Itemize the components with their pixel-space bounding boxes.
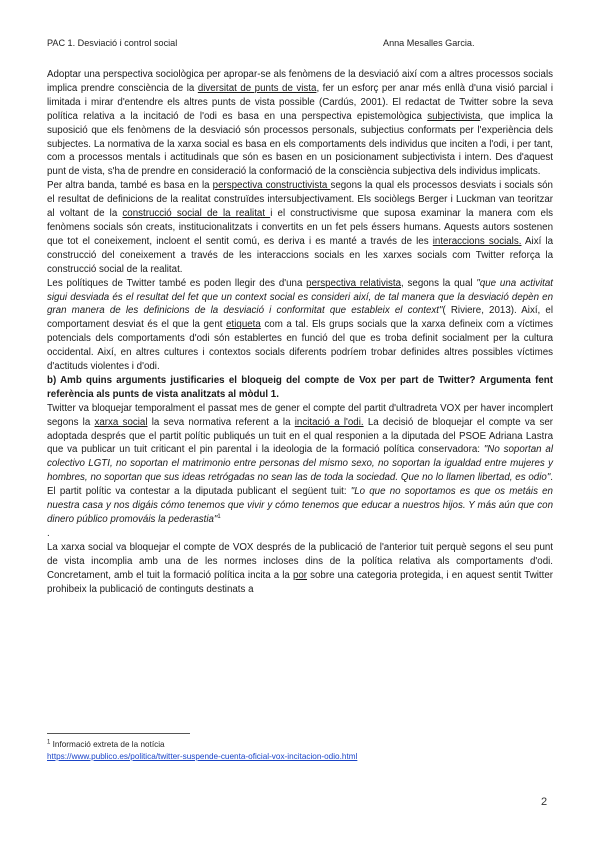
text-run: .	[47, 527, 50, 539]
question-b: b) Amb quins arguments justificaries el bloqueig del compte de Vox per part de Twitter? Argumenta fent referència als punts de vista analitzats al mòdul 1.	[47, 374, 553, 400]
text-run: com a tal. Els grups socials que la xarxa defineix com a víctimes potencials dels comportaments d'odi són establertes en funció del que es troba definit socialment per la cultura occidental. Així, en altres cultures i contextos socials diferents podríem trobar definides altres possibles víctimes d'actituds violentes i d'odi.	[47, 319, 553, 373]
text-run: Twitter va bloquejar temporalment el passat mes de gener el compte del partit d'ultradreta VOX per haver incomplert segons la	[47, 402, 553, 428]
italic-quote: "Lo que no soportamos es que os metáis en nuestra casa y nos digáis cómo tenemos que vivir y cómo tenemos que educar a nuestros hijos. Y más aún que con dinero público promováis la pederastia"	[47, 486, 553, 525]
text-run: , fer un esforç per anar més enllà d'una visió parcial i limitada i mirar d'entendre els altres punts de vista possible (Cardús, 2001). El redactat de Twitter sobre la seva política relativa a la incitació de l'odi es basa en una perspectiva epistemològica	[47, 82, 553, 122]
text-run: Així la construcció del coneixement a través de les interaccions socials en les xarxes socials com Twitter reforça la construcció social de la realitat.	[47, 235, 554, 275]
underlined-term: perspectiva constructivista	[212, 180, 331, 192]
footnote-marker: 1	[47, 739, 51, 746]
paragraph-twitter-policy	[47, 541, 553, 597]
header-course-title: PAC 1. Desviació i control social	[47, 38, 178, 48]
footnote-label-line	[47, 739, 553, 751]
page-header	[47, 38, 553, 52]
text-run: , segons la qual	[401, 277, 477, 289]
text-run: la seva normativa referent a la	[147, 416, 295, 428]
underlined-term: interaccions socials.	[432, 235, 522, 247]
text-run: La decisió de bloquejar el compte va ser adoptada després que el partit polític publiqués un tuit en el qual responien a la diputada del PSOE Adriana Lastra que va publicar un tuit criticant el pin parental i la ideologia de la formació política conservadora:	[47, 416, 553, 456]
footnote-reference[interactable]: 1	[217, 513, 221, 520]
text-run: Les polítiques de Twitter també es poden llegir des d'una	[47, 277, 307, 289]
underlined-term: etiqueta	[226, 319, 261, 331]
footnote	[47, 739, 553, 763]
footnote-label: Informació extreta de la notícia	[50, 740, 165, 749]
underlined-term: por	[292, 569, 308, 581]
paragraph-vox-block	[47, 402, 553, 541]
underlined-term: subjectivista	[427, 110, 481, 122]
text-run: . El partit polític va contestar a la diputada publicant el següent tuit:	[47, 472, 553, 498]
text-run: Adoptar una perspectiva sociològica per apropar-se als fenòmens de la desviació així com a altres processos socials implica prendre consciència de la	[47, 69, 553, 94]
italic-quote: "que una activitat sigui desviada és el resultat del fet que un context social es consideri així, de tal manera que la desviació depèn en gran manera de les definicions de la desviació i conformitat que estableix el context"	[47, 277, 554, 317]
text-run: , que implica la suposició que els fenòmens de la desviació són processos personals, subjectius conformats per l'experiència dels subjectes. La normativa de la xarxa social es basa en els comportaments dels individus que inciten a l'odi, i per tant, com a processos mentals i actitudinals que són es basen en un posicionament subjectivista i intern. Des d'aquest punt de vista, s'ha de prendre en consideració la conformació de la consciència subjectiva dels individus implicats.	[47, 110, 553, 178]
body-text	[47, 68, 553, 596]
underlined-term: diversitat de punts de vista	[197, 82, 317, 94]
text-run: segons la qual els processos desviats i socials són el resultat de definicions de la realitat construïdes intersubjectivament. Els sociòlegs Berger i Luckman van teoritzar al voltant de la	[47, 180, 553, 220]
text-run: sobre una categoria protegida, i en aquest sentit Twitter prohibeix la publicació de continguts destinats a	[47, 569, 553, 595]
text-run: La xarxa social va bloquejar el compte de VOX després de la publicació de l'anterior tuit perquè segons el seu punt de vista incomplia amb una de les normes incloses dins de la política relativa als comportaments d'odi. Concretament, amb el tuit la formació política incita a la	[47, 541, 553, 581]
footnote-divider	[47, 733, 190, 734]
underlined-term: construcció social de la realitat	[122, 208, 271, 220]
text-run: ( Riviere, 2013). Així, el comportament desviat és el que la gent	[47, 305, 553, 331]
underlined-term: xarxa social	[94, 416, 148, 428]
footnote-link[interactable]: https://www.publico.es/politica/twitter-suspende-cuenta-oficial-vox-incitacion-odio.html	[47, 752, 358, 761]
paragraph-constructivist	[47, 179, 553, 276]
paragraph-relativist	[47, 277, 553, 374]
header-author: Anna Mesalles Garcia.	[383, 38, 475, 48]
text-run: Per altra banda, també es basa en la	[47, 180, 213, 192]
underlined-term: incitació a l'odi.	[294, 416, 364, 428]
page-number: 2	[541, 796, 548, 808]
italic-quote: "No soportan al colectivo LGTI, no soportan el matrimonio entre personas del mismo sexo, no soportan la igualdad entre mujeres y hombres, no soportan que sus ideas retrógadas no sean las de toda la sociedad. Que no lo llamen libertad, es odio"	[47, 444, 553, 484]
underlined-term: perspectiva relativista	[306, 277, 402, 289]
text-run: i el constructivisme que suposa examinar la manera com els fenòmens socials són creats, institucionalitzats i convertits en un fet pels éssers humans. Aquests autors sostenen que tot el coneixement, incloent el sentit comú, es deriva i es manté a través de les	[47, 208, 553, 247]
paragraph-subjectivist	[47, 68, 553, 179]
